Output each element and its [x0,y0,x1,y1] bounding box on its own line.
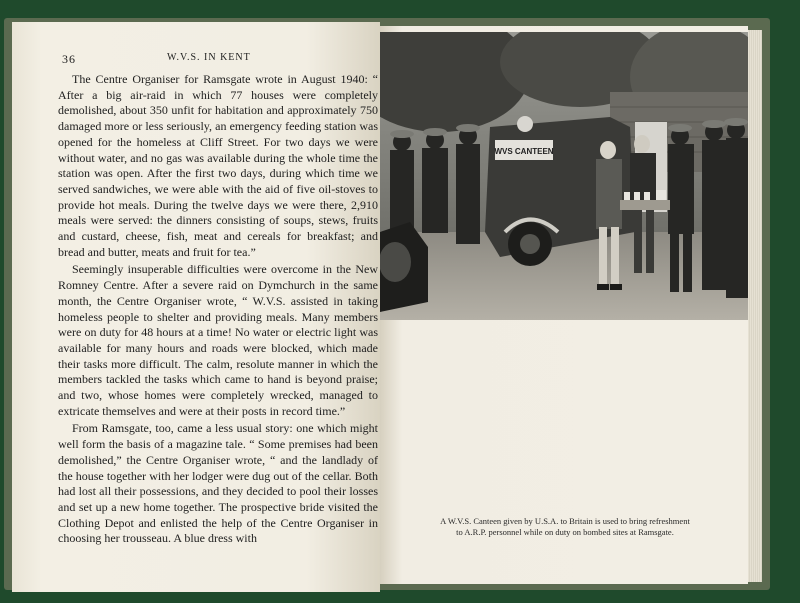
canteen-photo [380,32,748,320]
paragraph: The Centre Organiser for Ramsgate wrote in August 1940: “ After a big air-raid in which 77 houses were completely demolished, about 350 unfit for habitation and approximately 750 damaged more or less seriously, an emergency feeding station was opened for the homeless at Cliff Street. For two days we were without water, and no gas was available during the whole time the station was open. After the first two days, during which time we served sandwiches, we were able with the aid of five oil-stoves to provide hot meals. During the twelve days we were there, 2,910 meals were served: the dinners consisting of soups, stews, fruits and custard, cheese, fish, meat and cereals for breakfast; and bread and butter, meats and fruit for tea.” [58,72,378,259]
page-edges [748,30,762,582]
van-sign: WVS CANTEEN [494,147,554,156]
running-head: W.V.S. IN KENT [167,52,251,63]
caption-line: A W.V.S. Canteen given by U.S.A. to Britain is used to bring refreshment [440,516,690,526]
canteen-photo-illustration [380,32,748,320]
body-text [58,72,378,549]
photo-caption [400,516,730,538]
caption-line: to A.R.P. personnel while on duty on bombed sites at Ramsgate. [456,527,674,537]
paragraph: From Ramsgate, too, came a less usual story: one which might well form the basis of a magazine tale. “ Some premises had been demolished,” the Centre Organiser wrote, “ and the landlady of the house together with her lodger were dug out of the cellar. Both had lost all their possessions, and they decided to pool their losses and set up a new home together. The prospective bride visited the Clothing Depot and enlisted the help of the Centre Organiser in choosing her trousseau. A blue dress with [58,421,378,546]
right-page [380,26,748,584]
page-number: 36 [62,52,76,66]
left-page [12,22,380,592]
paragraph: Seemingly insuperable difficulties were overcome in the New Romney Centre. After a severe raid on Dymchurch in the same month, the Centre Organiser wrote, “ W.V.S. assisted in taking homeless people to shelter and providing meals. Many members were on duty for 48 hours at a time! No water or electric light was available for many hours and roads were blocked, which made their tasks more difficult. The calm, resolute manner in which the members tackled the tasks which came to hand is beyond praise; and two, whose homes were completely wrecked, managed to extricate themselves and were at their posts in record time.” [58,262,378,418]
